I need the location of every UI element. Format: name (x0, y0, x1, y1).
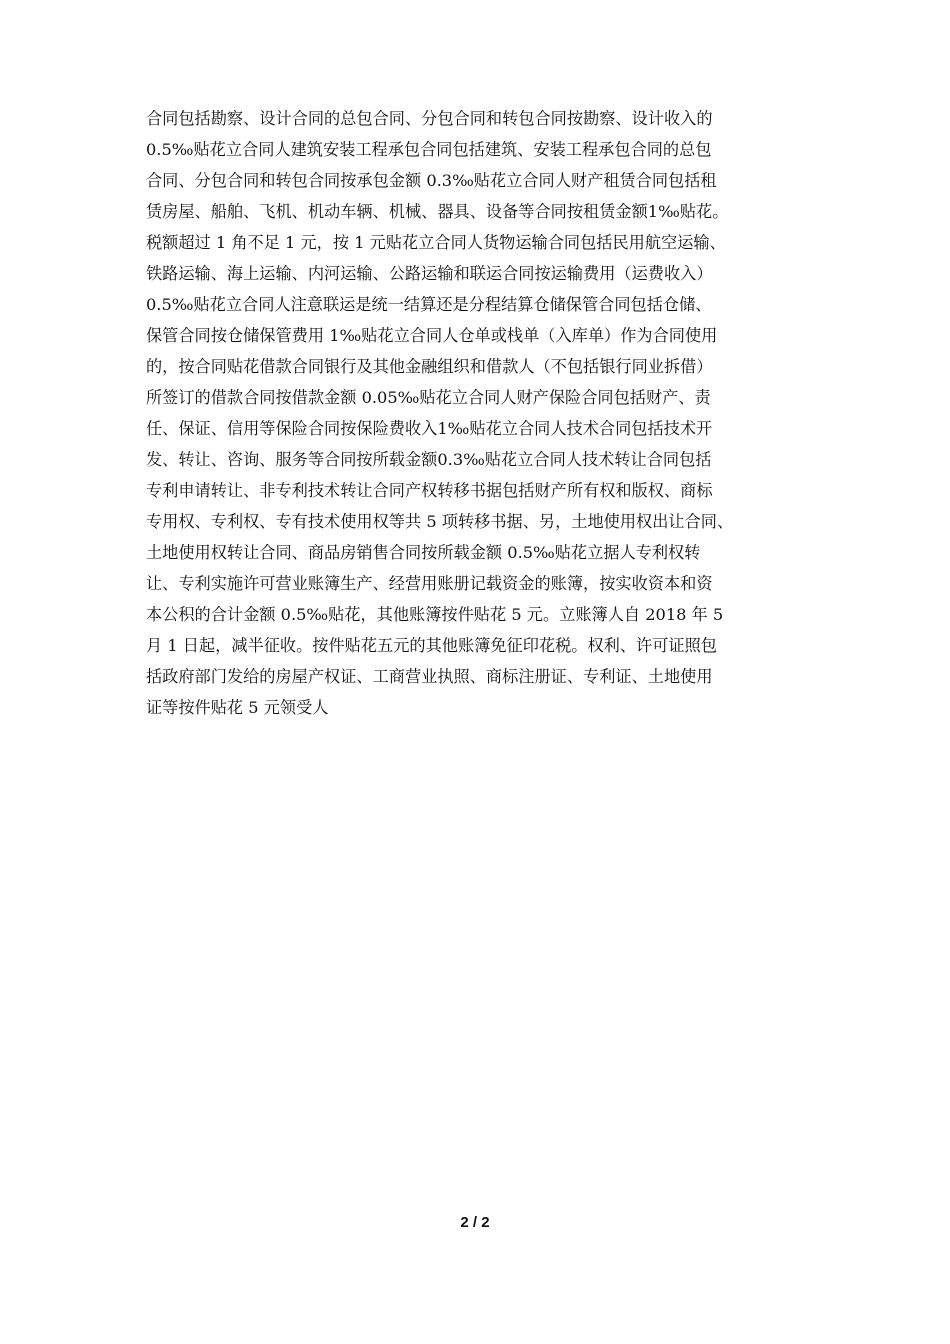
text-line: 证等按件贴花 5 元领受人 (146, 698, 329, 717)
text-line: 括政府部门发给的房屋产权证、工商营业执照、商标注册证、专利证、土地使用 (146, 667, 713, 686)
text-line: 税额超过 1 角不足 1 元，按 1 元贴花立合同人货物运输合同包括民用航空运输、 (146, 233, 726, 252)
text-line: 0.5‰贴花立合同人建筑安装工程承包合同包括建筑、安装工程承包合同的总包 (146, 140, 712, 159)
page-number: 2 / 2 (460, 1214, 490, 1231)
text-line: 专用权、专利权、专有技术使用权等共 5 项转移书据、另，土地使用权出让合同、 (146, 512, 734, 531)
text-line: 土地使用权转让合同、商品房销售合同按所载金额 0.5‰贴花立据人专利权转 (146, 543, 701, 562)
text-line: 赁房屋、船舶、飞机、机动车辆、机械、器具、设备等合同按租赁金额1‰贴花。 (146, 202, 729, 221)
text-line: 专利申请转让、非专利技术转让合同产权转移书据包括财产所有权和版权、商标 (146, 481, 713, 500)
text-line: 发、转让、咨询、服务等合同按所载金额0.3‰贴花立合同人技术转让合同包括 (146, 450, 712, 469)
text-line: 的，按合同贴花借款合同银行及其他金融组织和借款人（不包括银行同业拆借） (146, 357, 713, 376)
text-line: 铁路运输、海上运输、内河运输、公路运输和联运合同按运输费用（运费收入） (146, 264, 713, 283)
text-line: 合同、分包合同和转包合同按承包金额 0.3‰贴花立合同人财产租赁合同包括租 (146, 171, 717, 190)
text-line: 让、专利实施许可营业账簿生产、经营用账册记载资金的账簿，按实收资本和资 (146, 574, 713, 593)
text-line: 0.5‰贴花立合同人注意联运是统一结算还是分程结算仓储保管合同包括仓储、 (146, 295, 712, 314)
text-line: 所签订的借款合同按借款金额 0.05‰贴花立合同人财产保险合同包括财产、责 (146, 388, 711, 407)
text-line: 保管合同按仓储保管费用 1‰贴花立合同人仓单或栈单（入库单）作为合同使用 (146, 326, 718, 345)
text-line: 合同包括勘察、设计合同的总包合同、分包合同和转包合同按勘察、设计收入的 (146, 109, 713, 128)
text-line: 月 1 日起，减半征收。按件贴花五元的其他账簿免征印花税。权利、许可证照包 (146, 636, 717, 655)
body-text (146, 103, 814, 723)
text-line: 本公积的合计金额 0.5‰贴花，其他账簿按件贴花 5 元。立账簿人自 2018 年 5 (146, 605, 724, 624)
text-line: 任、保证、信用等保险合同按保险费收入1‰贴花立合同人技术合同包括技术开 (146, 419, 713, 438)
